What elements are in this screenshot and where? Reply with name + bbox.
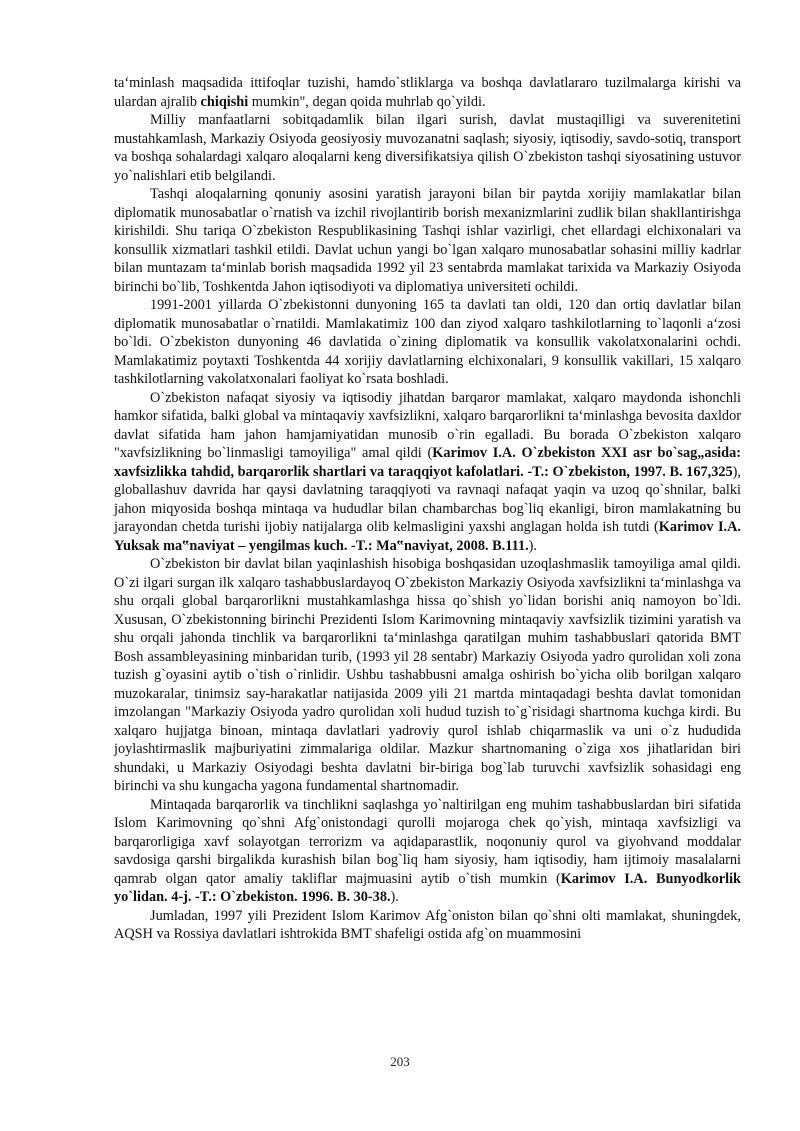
text-run: ta‘minlash maqsadida ittifoqlar tuzishi, hamdo`stliklarga va boshqa davlatlararo tuzilmalarga kirishi va ulardan ajralib [114, 75, 741, 110]
citation-bold: Karimov I.A. Yuksak ma‟naviyat – yengilmas kuch. -T.: Ma‟naviyat, 2008. B.111. [114, 519, 741, 554]
document-body [114, 74, 741, 944]
text-run: Jumladan, 1997 yili Prezident Islom Karimov Afg`oniston bilan qo`shni olti mamlakat, shuningdek, AQSH va Rossiya davlatlari ishtrokida BMT shafeligi ostida afg`on muammosini [114, 907, 741, 942]
paragraph-1 [114, 74, 741, 111]
paragraph-8 [114, 907, 741, 944]
bold-text-run: chiqishi [200, 93, 249, 110]
paragraph-4 [114, 296, 741, 389]
text-run: Tashqi aloqalarning qonuniy asosini yaratish jarayoni bilan bir paytda xorijiy mamlakatlar bilan diplomatik munosabatlar o`rnatish va izchil rivojlantirib borish mexanizmlarini zudlik bilan shakllantirishga kirishildi. Shu tariqa O`zbekiston Respublikasining Tashqi ishlar vazirligi, chet ellardagi elchixonalari va konsullik xizmatlari tashkil etildi. Davlat uchun yangi bo`lgan xalqaro munosabatlar sohasini milliy kadrlar bilan muntazam ta‘minlab borish maqsadida 1992 yil 23 sentabrda mamlakat tarixida va Markaziy Osiyoda birinchi bo`lib, Toshkentda Jahon iqtisodiyoti va diplomatiya universiteti ochildi. [114, 186, 741, 295]
text-run: Milliy manfaatlarni sobitqadamlik bilan ilgari surish, davlat mustaqilligi va suverenitetini mustahkamlash, Markaziy Osiyoda geosiyosiy muvozanatni saqlash; siyosiy, iqtisodiy, savdo-sotiq, transport va boshqa sohalardagi xalqaro aloqalarni keng diversifikatsiya qilish O`zbekiston tashqi siyosatining ustuvor yo`nalishlari etib belgilandi. [114, 112, 741, 184]
text-run: mumkin", degan qoida muhrlab qo`yildi. [248, 93, 486, 110]
page-number: 203 [390, 1054, 410, 1069]
text-run: O`zbekiston nafaqat siyosiy va iqtisodiy jihatdan barqaror mamlakat, xalqaro maydonda ishonchli hamkor sifatida, balki global va mintaqaviy xavfsizlikni, xalqaro barqarorlikni ta‘minlashga bevosita daxldor davlat sifatida ham jahon hamjamiyatidan munosib o`rin egalladi. Bu borada O`zbekiston xalqaro "xavfsizlikning bo`linmasligi tamoyiliga" amal qildi ( [114, 389, 741, 461]
citation-bold: Karimov I.A. O`zbekiston XXI asr bo`sag„asida: xavfsizlikka tahdid, barqarorlik shartlari va taraqqiyot kafolatlari. -T.: O`zbekiston, 1997. B. 167,325 [114, 445, 741, 480]
text-run: O`zbekiston bir davlat bilan yaqinlashish hisobiga boshqasidan uzoqlashmaslik tamoyiliga amal qildi. O`zi ilgari surgan ilk xalqaro tashabbuslardayoq O`zbekiston Markaziy Osiyoda xavfsizlikni ta‘minlashga va shu orqali global barqarorlikni mustahkamlashga hissa qo`shish yo`lidan borishi aniq namoyon bo`ldi. Xususan, O`zbekistonning birinchi Prezidenti Islom Karimovning mintaqaviy xavfsizlik tizimini yaratish va shu orqali jahonda tinchlik va barqarorlikni ta‘minlashga qaratilgan muhim tashabbuslari qatorida BMT Bosh assambleyasining minbaridan turib, (1993 yil 28 sentabr) Markaziy Osiyoda yadro qurolidan xoli zona tuzish g`oyasini aytib o`tish o`rinlidir. Ushbu tashabbusni amalga oshirish bo`yicha olib borilgan xalqaro muzokaralar, tinimsiz say-harakatlar natijasida 2009 yili 21 martda mintaqadagi beshta davlat tomonidan imzolangan "Markaziy Osiyoda yadro qurolidan xoli hudud tuzish to`g`risidagi shartnoma kuchga kirdi. Bu xalqaro hujjatga binoan, mintaqa davlatlari yadroviy qurol ishlab chiqarmaslik va uni o`z hududida joylashtirmaslik majburiyatini zimmalariga oldilar. Mazkur shartnomaning o`ziga xos jihatlaridan biri shundaki, u Markaziy Osiyodagi beshta davlatni bir-biriga bog`lab turuvchi xavfsizlik sohasidagi eng birinchi va shu kungacha yagona fundamental shartnomadir. [114, 556, 741, 794]
paragraph-6 [114, 555, 741, 796]
text-run: Mintaqada barqarorlik va tinchlikni saqlashga yo`naltirilgan eng muhim tashabbuslardan biri sifatida Islom Karimovning qo`shni Afg`onistondagi qurolli mojaroga chek qo`yish, mintaqa xavfsizligi va barqarorligiga xavf solayotgan terrorizm va aqidaparastlik, noqonuniy qurol va giyohvand moddalar savdosiga qarshi birgalikda kurashish bilan bog`liq ham siyosiy, ham iqtisodiy, ham ijtimoiy masalalarni qamrab olgan qator amaliy takliflar majmuasini aytib o`tish mumkin ( [114, 796, 741, 887]
text-run: ). [390, 889, 399, 905]
paragraph-7 [114, 796, 741, 907]
paragraph-3 [114, 185, 741, 296]
text-run: ). [528, 537, 538, 554]
paragraph-2 [114, 111, 741, 185]
paragraph-5 [114, 389, 741, 556]
text-run: 1991-2001 yillarda O`zbekistonni dunyoning 165 ta davlati tan oldi, 120 dan ortiq davlatlar bilan diplomatik munosabatlar o`rnatildi. Mamlakatimiz 100 dan ziyod xalqaro tashkilotlarning to`laqonli a‘zosi bo`ldi. O`zbekiston dunyoning 46 davlatida o`zining diplomatik va konsullik vakolatxonalarini ochdi. Mamlakatimiz poytaxti Toshkentda 44 xorijiy davlatlarning elchixonalari, 9 konsullik vakillari, 15 xalqaro tashkilotlarning vakolatxonalari faoliyat ko`rsata boshladi. [114, 297, 741, 387]
text-run: ), globallashuv davrida har qaysi davlatning taraqqiyoti va ravnaqi nafaqat yaqin va uzoq qo`shnilar, balki jahon miqyosida boshqa mintaqa va hududlar bilan chambarchas bog`liq ekanligi, biron mamlakatning bu jarayondan chetda turishi ijobiy natijalarga olib kelmasligini yaxshi anglagan holda ish tutdi ( [114, 463, 741, 535]
citation-bold: Karimov I.A. Bunyodkorlik yo`lidan. 4-j. -T.: O`zbekiston. 1996. B. 30-38. [114, 870, 741, 905]
